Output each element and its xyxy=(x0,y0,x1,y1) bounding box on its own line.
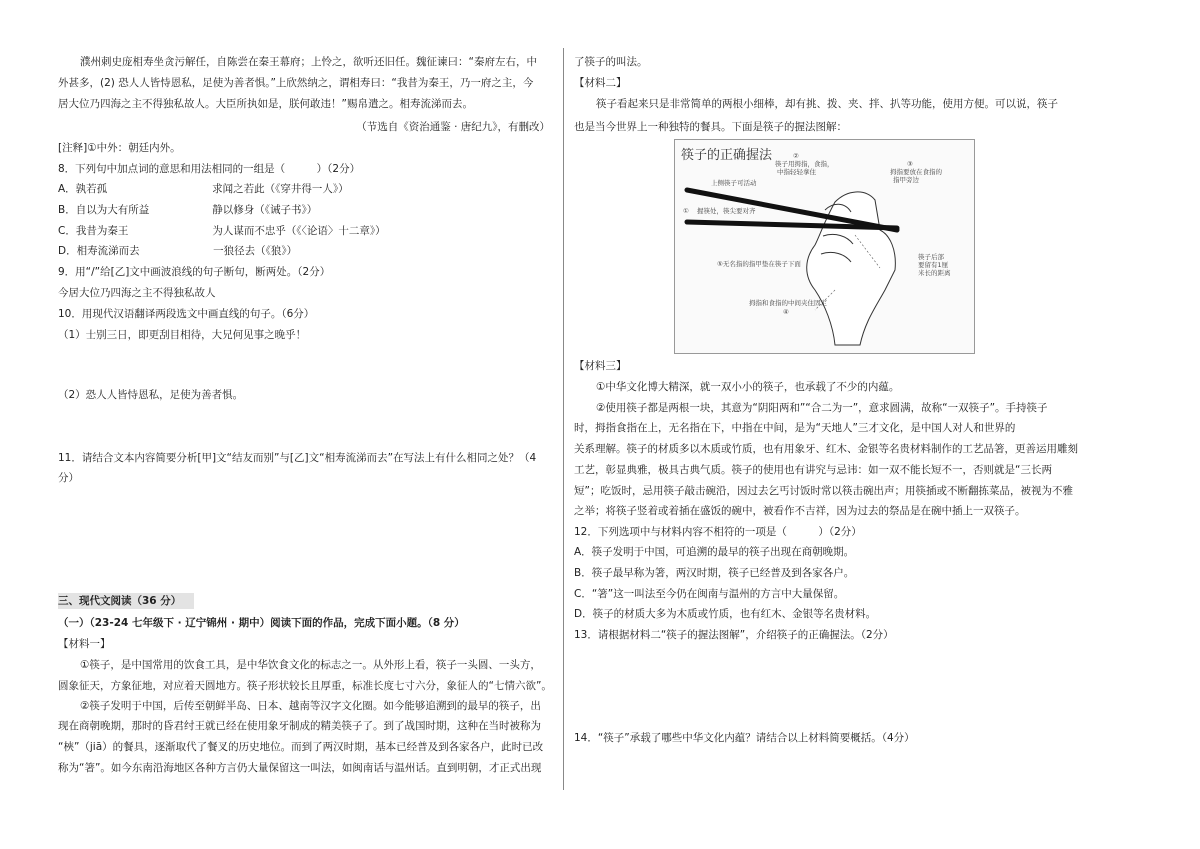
text-line: 工艺，彰显典雅，极具古典气质。筷子的使用也有讲究与忌讳：如一双不能长短不一，否则就是“三长两 xyxy=(574,464,1052,476)
question-10: 10．用现代汉语翻译两段选文中画直线的句子。（6分） xyxy=(58,308,315,320)
text-line: ①中华文化博大精深，就一双小小的筷子，也承载了不少的内蕴。 xyxy=(596,381,900,393)
text-line: 时，拇指食指在上，无名指在下，中指在中间，是为“天地人”三才文化，是中国人对人和世界的 xyxy=(574,422,1016,434)
option-c: C．我昔为秦王 为人谋而不忠乎（《〈论语〉十二章》） xyxy=(58,225,386,237)
diagram-label: 中指轻轻拿住 xyxy=(777,168,816,176)
text-line: 筷子看起来只是非常简单的两根小细棒，却有挑、拨、夹、拌、扒等功能，使用方便。可以说，筷子 xyxy=(596,98,1058,110)
diagram-label: ① xyxy=(683,207,689,215)
question-13: 13．请根据材料二“筷子的握法图解”，介绍筷子的正确握法。（2分） xyxy=(574,629,894,641)
text-line: 了筷子的叫法。 xyxy=(574,56,648,68)
question-8: 8．下列句中加点词的意思和用法相同的一组是（ ）（2分） xyxy=(58,163,361,175)
diagram-label: ⑤无名指的指甲垫在筷子下面 xyxy=(717,260,801,268)
diagram-label: 要留有1厘 xyxy=(918,261,949,269)
text-line: 关系理解。筷子的材质多以木质或竹质，也有用象牙、红木、金银等名贵材料制作的工艺品箸，更善运用雕刻 xyxy=(574,443,1078,455)
text-line: 称为“箸”。如今东南沿海地区各种方言仍大量保留这一叫法，如闽南话与温州话。直到明朝，才正式出现 xyxy=(58,762,542,774)
option-b: B．自以为大有所益 静以修身（《诫子书》） xyxy=(58,204,318,216)
text-line: ②筷子发明于中国，后传至朝鲜半岛、日本、越南等汉字文化圈。如今能够追溯到的最早的筷子，出 xyxy=(80,700,541,712)
option-d: D．筷子的材质大多为木质或竹质，也有红木、金银等名贵材料。 xyxy=(574,608,877,620)
option-c: C．“箸”这一叫法至今仍在闽南与温州的方言中大量保留。 xyxy=(574,588,845,600)
text-line: ①筷子，是中国常用的饮食工具，是中华饮食文化的标志之一。从外形上看，筷子一头圆、一头方， xyxy=(80,659,541,671)
text-line: 居大位乃四海之主不得独私故人。大臣所执如是，朕何敢违！”赐帛遣之。相寿流涕而去。 xyxy=(58,98,473,110)
text-line: 濮州刺史庞相寿坐贪污解任，自陈尝在秦王幕府；上怜之，欲听还旧任。魏征谏曰：“秦府左右，中 xyxy=(80,56,537,68)
question-14: 14．“筷子”承载了哪些中华文化内蕴？请结合以上材料简要概括。（4分） xyxy=(574,732,915,744)
reading-instruction: （一）（23-24 七年级下 · 辽宁锦州 · 期中）阅读下面的作品，完成下面小题。（8 分） xyxy=(58,617,465,629)
diagram-label: 拇指和食指的中间夹住固定 xyxy=(749,299,827,307)
question-9: 9．用“/”给[乙]文中画波浪线的句子断句，断两处。（2分） xyxy=(58,266,331,278)
diagram-label: 指甲旁边 xyxy=(893,176,919,184)
material-3-heading: 【材料三】 xyxy=(574,360,627,372)
chopstick-grip-diagram xyxy=(674,139,975,354)
column-divider xyxy=(563,48,564,790)
section-title: 三、现代文阅读（36 分） xyxy=(58,595,182,607)
text-line: 短”；吃饭时，忌用筷子敲击碗沿，因过去乞丐讨饭时常以筷击碗出声；用筷插或不断翻拣菜品，被视为不雅 xyxy=(574,485,1073,497)
diagram-label: 筷子后部 xyxy=(918,253,944,261)
option-a: A．筷子发明于中国，可追溯的最早的筷子出现在商朝晚期。 xyxy=(574,546,855,558)
option-b: B．筷子最早称为箸，两汉时期，筷子已经普及到各家各户。 xyxy=(574,567,855,579)
diagram-label: 上侧筷子可活动 xyxy=(711,179,757,187)
option-d: D．相寿流涕而去 一狼径去（《狼》） xyxy=(58,245,298,257)
diagram-label: ② xyxy=(793,152,799,160)
text-line: “梜”（jiā）的餐具，逐渐取代了餐叉的历史地位。而到了两汉时期，基本已经普及到各家各户，此时已改 xyxy=(58,741,544,753)
question-11: 11．请结合文本内容简要分析[甲]文“结友而别”与[乙]文“相寿流涕而去”在写法上有什么相同之处？（4 xyxy=(58,452,537,464)
question-12: 12．下列选项中与材料内容不相符的一项是（ ）（2分） xyxy=(574,526,862,538)
text-line: 圆象征天，方象征地，对应着天圆地方。筷子形状较长且厚重，标准长度七寸六分，象征人的“七情六欲”。 xyxy=(58,680,552,692)
source-note: （节选自《资治通鉴 · 唐纪九》，有删改） xyxy=(356,121,550,133)
diagram-label: 米长的距离 xyxy=(918,269,951,277)
annotation: [注释]①中外：朝廷内外。 xyxy=(58,142,181,154)
text-line: 也是当今世界上一种独特的餐具。下面是筷子的握法图解： xyxy=(574,121,847,133)
question-10-item-1: （1）士别三日，即更刮目相待，大兄何见事之晚乎！ xyxy=(58,329,307,341)
question-11-cont: 分） xyxy=(58,472,79,484)
text-line: 外甚多，(2) 恐人人皆恃恩私，足使为善者惧。”上欣然纳之，谓相寿曰：“我昔为秦王，乃一府之主，今 xyxy=(58,77,534,89)
option-a: A．孰若孤 求闻之若此（《穿井得一人》） xyxy=(58,183,349,195)
diagram-label: ④ xyxy=(783,308,789,316)
text-line: 之举；将筷子竖着或着插在盛饭的碗中，被看作不吉祥，因为过去的祭品是在碗中插上一双筷子。 xyxy=(574,505,1026,517)
diagram-title: 筷子的正确握法 xyxy=(681,148,773,163)
question-10-item-2: （2）恐人人皆恃恩私，足使为善者惧。 xyxy=(58,389,244,401)
material-1-heading: 【材料一】 xyxy=(58,638,111,650)
question-9-sentence: 今居大位乃四海之主不得独私故人 xyxy=(58,287,216,299)
diagram-label: 筷子用拇指，食指， xyxy=(775,160,834,168)
diagram-label: 握筷处，筷尖要对齐 xyxy=(697,207,756,215)
material-2-heading: 【材料二】 xyxy=(574,77,627,89)
diagram-label: 拇指要放在食指的 xyxy=(890,168,942,176)
text-line: ②使用筷子都是两根一块，其意为“阴阳两和”“合二为一”，意求圆满，故称“一双筷子”。手持筷子 xyxy=(596,402,1048,414)
diagram-label: ③ xyxy=(907,160,913,168)
text-line: 现在商朝晚期，那时的昏君纣王就已经在使用象牙制成的精美筷子了。到了战国时期，这种在当时被称为 xyxy=(58,720,541,732)
